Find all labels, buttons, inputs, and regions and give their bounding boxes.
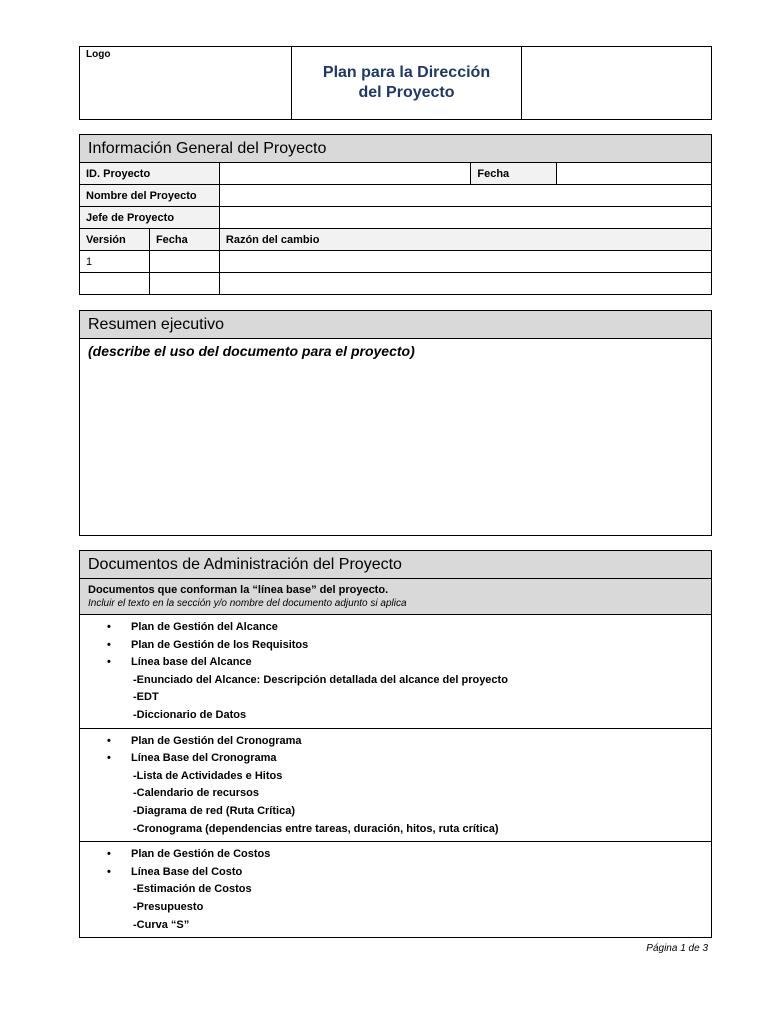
list-item-label: Línea base del Alcance [131, 656, 252, 669]
sub-list-item: -Enunciado del Alcance: Descripción detallada del alcance del proyecto [133, 673, 508, 686]
sub-list-item: -Curva “S” [133, 918, 190, 931]
list-item-label: Plan de Gestión del Alcance [131, 621, 278, 633]
version-cell[interactable] [80, 273, 150, 295]
section-title-summary: Resumen ejecutivo [80, 311, 711, 339]
footer-divider [79, 937, 712, 938]
version-header: Versión [80, 229, 150, 251]
sub-list-item: -Estimación de Costos [133, 883, 252, 896]
bullet-icon: • [107, 865, 111, 878]
date-label: Fecha [471, 163, 557, 185]
sub-list-item: -EDT [133, 691, 159, 704]
summary-body[interactable]: (describe el uso del documento para el proyecto) [88, 343, 415, 359]
version-cell[interactable]: 1 [80, 251, 150, 273]
list-item-label: Plan de Gestión de los Requisitos [131, 638, 309, 651]
bullet-icon: • [107, 734, 111, 747]
list-item [80, 864, 711, 882]
title-line-1: Plan para la Dirección [322, 64, 491, 81]
bullet-icon: • [107, 621, 111, 633]
sub-list-item: -Cronograma (dependencias entre tareas, duración, hitos, ruta crítica) [133, 822, 499, 835]
bullet-icon: • [107, 752, 111, 765]
project-id-label: ID. Proyecto [80, 163, 220, 185]
table-row [80, 251, 712, 273]
fecha-cell[interactable] [149, 251, 219, 273]
change-reason-cell[interactable] [219, 251, 711, 273]
document-group [80, 842, 711, 937]
project-info-table [79, 134, 712, 295]
sub-list-item: -Lista de Actividades e Hitos [133, 769, 283, 782]
document-header [79, 46, 712, 120]
change-reason-cell[interactable] [219, 273, 711, 295]
list-item-label: Línea Base del Costo [131, 865, 243, 878]
sub-list-item: -Presupuesto [133, 900, 204, 913]
list-item [80, 637, 711, 655]
list-item [80, 733, 711, 751]
sub-list-item: -Diccionario de Datos [133, 708, 247, 721]
bullet-icon: • [107, 656, 111, 669]
logo-label: Logo [86, 49, 111, 60]
executive-summary-section [79, 310, 712, 536]
project-documents-section [79, 550, 712, 938]
project-name-field[interactable] [219, 185, 711, 207]
project-name-label: Nombre del Proyecto [80, 185, 220, 207]
project-manager-field[interactable] [219, 207, 711, 229]
baseline-title: Documentos que conforman la “línea base” del proyecto. [88, 584, 389, 596]
documents-subheader [80, 579, 711, 615]
list-item [80, 846, 711, 864]
fecha-cell[interactable] [149, 273, 219, 295]
list-item [80, 750, 711, 768]
document-title [292, 47, 522, 120]
section-title-documents: Documentos de Administración del Proyecto [80, 551, 711, 579]
list-item [80, 619, 711, 637]
list-item-label: Plan de Gestión del Cronograma [131, 734, 302, 747]
sub-list-item: -Diagrama de red (Ruta Crítica) [133, 804, 295, 817]
baseline-note: Incluir el texto en la sección y/o nombre del documento adjunto si aplica [88, 598, 407, 609]
list-item-label: Plan de Gestión de Costos [131, 848, 271, 861]
project-manager-label: Jefe de Proyecto [80, 207, 220, 229]
date-field[interactable] [557, 163, 712, 185]
fecha-header: Fecha [149, 229, 219, 251]
logo-placeholder [80, 47, 292, 120]
bullet-icon: • [107, 638, 111, 651]
sub-list-item: -Calendario de recursos [133, 787, 259, 800]
list-item [80, 654, 711, 672]
table-row [80, 273, 712, 295]
document-group [80, 615, 711, 729]
header-blank-cell [522, 47, 712, 120]
bullet-icon: • [107, 848, 111, 861]
page-number: Página 1 de 3 [646, 943, 708, 954]
document-groups [80, 615, 711, 937]
section-title-info: Información General del Proyecto [80, 135, 712, 163]
change-reason-header: Razón del cambio [219, 229, 711, 251]
list-item-label: Línea Base del Cronograma [131, 752, 277, 765]
project-id-field[interactable] [219, 163, 470, 185]
title-line-2: del Proyecto [358, 84, 455, 101]
document-group [80, 729, 711, 843]
